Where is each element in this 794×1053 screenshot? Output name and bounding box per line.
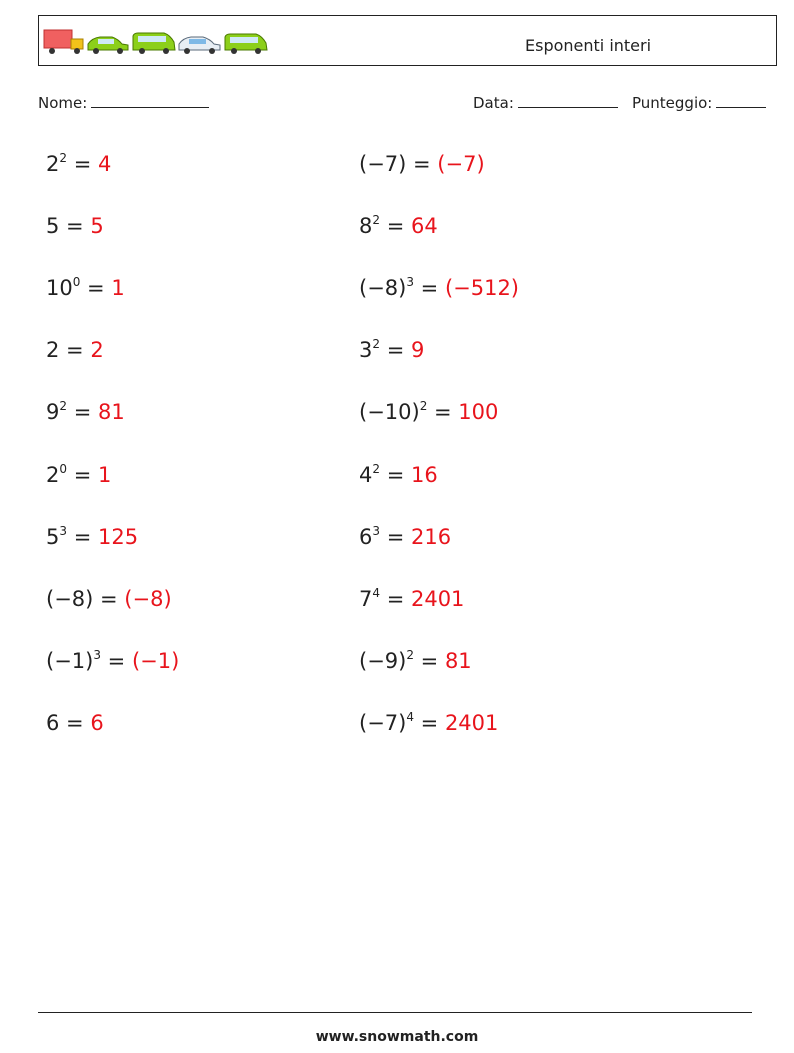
problem-right-5 bbox=[359, 399, 498, 425]
problem-answer: (−7) bbox=[437, 152, 485, 176]
name-blank-line bbox=[91, 95, 209, 108]
equals-sign: = bbox=[413, 648, 445, 673]
problem-left-5 bbox=[46, 399, 125, 425]
problem-right-8 bbox=[359, 586, 464, 612]
problem-answer: 1 bbox=[97, 462, 112, 487]
problem-right-4 bbox=[359, 337, 424, 363]
problem-exponent: 3 bbox=[93, 647, 101, 662]
problem-answer: (−512) bbox=[444, 276, 520, 301]
equals-sign: = bbox=[59, 710, 91, 735]
car-icon bbox=[179, 37, 220, 54]
problem-answer: (−1) bbox=[131, 648, 180, 673]
problem-exponent: 2 bbox=[406, 647, 414, 662]
problem-exponent: 2 bbox=[372, 213, 381, 228]
equals-sign: = bbox=[67, 152, 98, 176]
equals-sign: = bbox=[67, 400, 98, 425]
problem-base: (−7) bbox=[359, 710, 407, 735]
problem-answer: 125 bbox=[97, 524, 139, 549]
problem-left-8 bbox=[46, 586, 172, 612]
date-blank-line bbox=[518, 95, 618, 108]
problem-exponent: 3 bbox=[372, 523, 381, 538]
truck-icon bbox=[44, 30, 83, 54]
problem-right-9 bbox=[359, 648, 472, 674]
problem-right-7 bbox=[359, 524, 451, 550]
equals-sign: = bbox=[413, 276, 445, 301]
problem-answer: 4 bbox=[97, 152, 112, 176]
problem-base: (−10) bbox=[359, 400, 420, 425]
problem-base: 8 bbox=[359, 214, 373, 239]
equals-sign: = bbox=[59, 214, 91, 239]
problem-answer: 64 bbox=[410, 214, 438, 239]
problem-exponent: 0 bbox=[59, 461, 68, 476]
problem-answer: 5 bbox=[90, 214, 104, 239]
problem-left-1 bbox=[46, 151, 111, 177]
problem-answer: 16 bbox=[410, 462, 438, 487]
problem-answer: 6 bbox=[90, 710, 104, 735]
problem-base: 4 bbox=[359, 462, 373, 487]
problem-left-4 bbox=[46, 337, 104, 363]
date-field bbox=[473, 94, 618, 112]
equals-sign: = bbox=[67, 524, 98, 549]
problem-base: (−8) bbox=[359, 276, 407, 301]
problem-base: 6 bbox=[46, 710, 60, 735]
car-icon bbox=[88, 37, 128, 54]
equals-sign: = bbox=[380, 586, 411, 611]
problem-exponent: 3 bbox=[59, 523, 68, 538]
score-blank-line bbox=[716, 95, 766, 108]
problem-left-3 bbox=[46, 275, 125, 301]
problem-base: (−9) bbox=[359, 648, 407, 673]
date-label: Data: bbox=[473, 94, 514, 112]
problem-right-6 bbox=[359, 462, 438, 488]
problem-answer: 9 bbox=[410, 338, 425, 363]
van-icon bbox=[133, 33, 175, 54]
problem-left-10 bbox=[46, 710, 104, 736]
equals-sign: = bbox=[380, 338, 411, 363]
van-icon bbox=[225, 34, 267, 54]
problem-right-3 bbox=[359, 275, 519, 301]
problem-exponent: 2 bbox=[59, 399, 68, 414]
problem-exponent: 2 bbox=[372, 337, 381, 352]
equals-sign: = bbox=[406, 152, 438, 176]
problem-base: (−1) bbox=[46, 648, 94, 673]
problem-base: 2 bbox=[46, 462, 60, 487]
problem-base: 5 bbox=[46, 214, 60, 239]
problem-base: 5 bbox=[46, 524, 60, 549]
problem-left-6 bbox=[46, 462, 111, 488]
problem-base: 3 bbox=[359, 338, 373, 363]
name-label: Nome: bbox=[38, 94, 88, 112]
problem-answer: 1 bbox=[111, 276, 125, 301]
problem-left-9 bbox=[46, 648, 179, 674]
problem-answer: 2401 bbox=[410, 586, 465, 611]
problem-base: (−7) bbox=[359, 152, 407, 176]
equals-sign: = bbox=[413, 710, 445, 735]
problem-base: 2 bbox=[46, 338, 60, 363]
equals-sign: = bbox=[100, 648, 132, 673]
problem-base: 10 bbox=[46, 276, 73, 301]
problem-right-1 bbox=[359, 151, 485, 177]
footer-divider bbox=[38, 1012, 752, 1013]
problem-exponent: 4 bbox=[372, 585, 381, 600]
problem-answer: 2 bbox=[90, 338, 104, 363]
problem-answer: 100 bbox=[458, 400, 499, 425]
problem-exponent: 3 bbox=[406, 275, 414, 290]
footer-site: www.snowmath.com bbox=[315, 1029, 479, 1045]
equals-sign: = bbox=[380, 462, 411, 487]
problem-left-7 bbox=[46, 524, 138, 550]
problem-exponent: 2 bbox=[59, 151, 68, 165]
problem-answer: 216 bbox=[410, 524, 452, 549]
score-label: Punteggio: bbox=[632, 94, 713, 112]
problem-exponent: 2 bbox=[372, 461, 381, 476]
problem-answer: (−8) bbox=[124, 586, 172, 611]
name-field bbox=[38, 94, 209, 112]
problem-base: 6 bbox=[359, 524, 373, 549]
problem-right-2 bbox=[359, 213, 438, 239]
equals-sign: = bbox=[93, 586, 125, 611]
worksheet-title: Esponenti interi bbox=[525, 36, 652, 55]
problem-right-10 bbox=[359, 710, 498, 736]
problem-answer: 2401 bbox=[444, 710, 499, 735]
problem-exponent: 0 bbox=[72, 275, 81, 290]
problem-base: (−8) bbox=[46, 586, 94, 611]
worksheet-header bbox=[38, 15, 777, 66]
equals-sign: = bbox=[59, 338, 91, 363]
equals-sign: = bbox=[80, 276, 112, 301]
problem-exponent: 2 bbox=[419, 399, 428, 414]
problem-base: 2 bbox=[46, 152, 60, 176]
equals-sign: = bbox=[427, 400, 459, 425]
problem-base: 7 bbox=[359, 586, 373, 611]
score-field bbox=[632, 94, 766, 112]
equals-sign: = bbox=[67, 462, 98, 487]
equals-sign: = bbox=[380, 214, 411, 239]
problem-answer: 81 bbox=[97, 400, 125, 425]
problem-base: 9 bbox=[46, 400, 60, 425]
problem-answer: 81 bbox=[444, 648, 472, 673]
vehicles-banner bbox=[42, 26, 272, 56]
problem-left-2 bbox=[46, 213, 104, 239]
equals-sign: = bbox=[380, 524, 411, 549]
problem-exponent: 4 bbox=[406, 709, 414, 724]
